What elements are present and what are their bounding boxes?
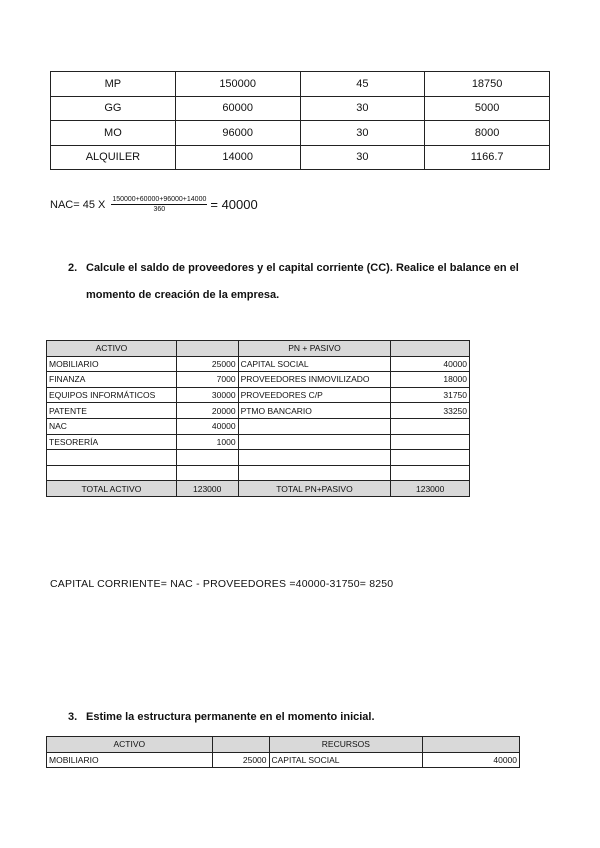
question-2-line-2: momento de creación de la empresa. — [86, 289, 280, 301]
pasivo-label-cell — [238, 418, 391, 434]
activo-value-cell: 7000 — [176, 372, 238, 388]
question-2-number: 2. — [68, 262, 78, 274]
balance-header-activo: ACTIVO — [47, 341, 177, 357]
balance-table — [46, 340, 470, 497]
capital-corriente-line: CAPITAL CORRIENTE= NAC - PROVEEDORES =40000-31750= 8250 — [50, 578, 394, 590]
cost-table — [50, 71, 550, 170]
activo-label-cell — [47, 450, 177, 466]
activo-value-cell: 25000 — [176, 356, 238, 372]
balance-header-pasivo: PN + PASIVO — [238, 341, 391, 357]
pasivo-label-cell — [238, 465, 391, 481]
cost-amount-cell: 14000 — [175, 145, 300, 170]
total-pasivo-value: 123000 — [391, 481, 470, 497]
total-activo-label: TOTAL ACTIVO — [47, 481, 177, 497]
activo-label-cell: EQUIPOS INFORMÁTICOS — [47, 387, 177, 403]
balance-row — [47, 418, 470, 434]
balance-header-row — [47, 341, 470, 357]
structure-recurso-label: CAPITAL SOCIAL — [269, 752, 423, 768]
cost-days-cell: 30 — [300, 121, 425, 146]
activo-label-cell: NAC — [47, 418, 177, 434]
pasivo-label-cell: PTMO BANCARIO — [238, 403, 391, 419]
formula-fraction — [111, 196, 207, 213]
cost-concept-cell: ALQUILER — [51, 145, 176, 170]
cost-table-row — [51, 145, 550, 170]
pasivo-value-cell — [391, 465, 470, 481]
pasivo-label-cell: CAPITAL SOCIAL — [238, 356, 391, 372]
structure-activo-value: 25000 — [212, 752, 269, 768]
balance-total-row — [47, 481, 470, 497]
cost-amount-cell: 96000 — [175, 121, 300, 146]
cost-table-row — [51, 96, 550, 121]
formula-result: = 40000 — [210, 197, 258, 212]
balance-row — [47, 403, 470, 419]
activo-value-cell: 20000 — [176, 403, 238, 419]
pasivo-label-cell — [238, 450, 391, 466]
pasivo-value-cell: 40000 — [391, 356, 470, 372]
pasivo-label-cell — [238, 434, 391, 450]
structure-header-activo: ACTIVO — [47, 737, 213, 753]
activo-label-cell: MOBILIARIO — [47, 356, 177, 372]
structure-header-recursos: RECURSOS — [269, 737, 423, 753]
balance-row — [47, 450, 470, 466]
question-2-line-1 — [68, 262, 519, 274]
pasivo-value-cell — [391, 434, 470, 450]
activo-label-cell: PATENTE — [47, 403, 177, 419]
pasivo-value-cell — [391, 418, 470, 434]
pasivo-value-cell: 31750 — [391, 387, 470, 403]
activo-value-cell: 1000 — [176, 434, 238, 450]
structure-header-row — [47, 737, 520, 753]
nac-formula — [50, 196, 258, 213]
structure-activo-label: MOBILIARIO — [47, 752, 213, 768]
pasivo-label-cell: PROVEEDORES C/P — [238, 387, 391, 403]
cost-days-cell: 30 — [300, 145, 425, 170]
activo-label-cell: TESORERÍA — [47, 434, 177, 450]
pasivo-value-cell — [391, 450, 470, 466]
pasivo-value-cell: 33250 — [391, 403, 470, 419]
cost-result-cell: 8000 — [425, 121, 550, 146]
balance-row — [47, 387, 470, 403]
cost-table-row — [51, 72, 550, 97]
cost-amount-cell: 150000 — [175, 72, 300, 97]
balance-row — [47, 465, 470, 481]
activo-value-cell: 40000 — [176, 418, 238, 434]
balance-row — [47, 372, 470, 388]
balance-row — [47, 434, 470, 450]
cost-result-cell: 1166.7 — [425, 145, 550, 170]
structure-row — [47, 752, 520, 768]
cost-result-cell: 18750 — [425, 72, 550, 97]
question-3-number: 3. — [68, 711, 78, 723]
formula-numerator: 150000+60000+96000+14000 — [112, 196, 207, 203]
cost-concept-cell: MO — [51, 121, 176, 146]
activo-label-cell — [47, 465, 177, 481]
formula-lhs: NAC= 45 X — [50, 198, 106, 211]
formula-denominator: 360 — [153, 206, 166, 213]
question-2-text: Calcule el saldo de proveedores y el capital corriente (CC). Realice el balance en el — [86, 262, 519, 274]
pasivo-value-cell: 18000 — [391, 372, 470, 388]
cost-table-row — [51, 121, 550, 146]
cost-concept-cell: GG — [51, 96, 176, 121]
cost-days-cell: 45 — [300, 72, 425, 97]
cost-concept-cell: MP — [51, 72, 176, 97]
question-3-line — [68, 711, 375, 723]
structure-recurso-value: 40000 — [423, 752, 520, 768]
activo-label-cell: FINANZA — [47, 372, 177, 388]
balance-row — [47, 356, 470, 372]
activo-value-cell — [176, 465, 238, 481]
cost-days-cell: 30 — [300, 96, 425, 121]
pasivo-label-cell: PROVEEDORES INMOVILIZADO — [238, 372, 391, 388]
question-3-text: Estime la estructura permanente en el momento inicial. — [86, 711, 375, 723]
cost-amount-cell: 60000 — [175, 96, 300, 121]
cost-result-cell: 5000 — [425, 96, 550, 121]
activo-value-cell: 30000 — [176, 387, 238, 403]
total-activo-value: 123000 — [176, 481, 238, 497]
total-pasivo-label: TOTAL PN+PASIVO — [238, 481, 391, 497]
activo-value-cell — [176, 450, 238, 466]
structure-table — [46, 736, 520, 768]
